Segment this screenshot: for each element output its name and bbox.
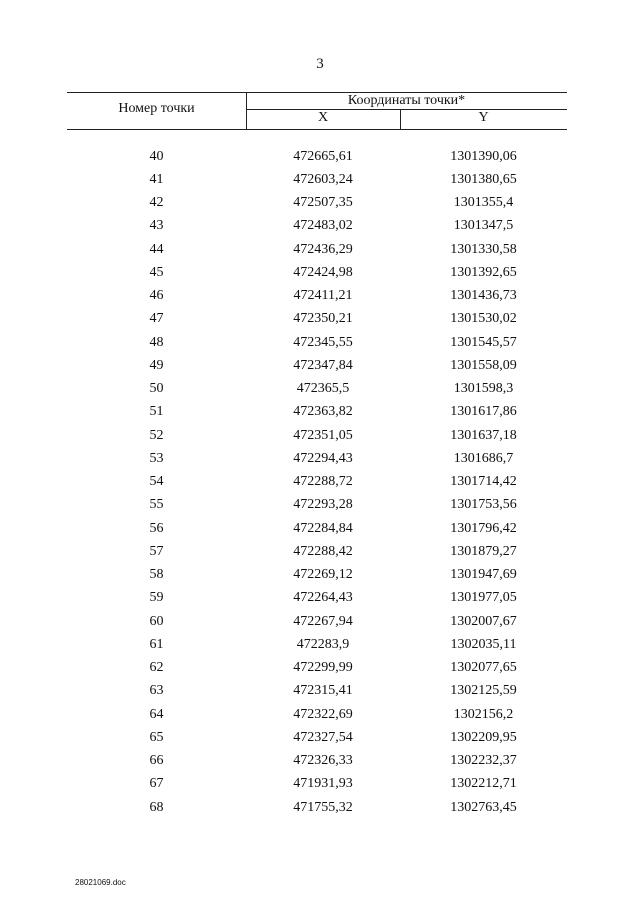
x-coordinate-cell: 472267,94 <box>293 613 353 629</box>
table-row <box>67 796 567 819</box>
table-row <box>67 285 567 308</box>
table-row <box>67 633 567 656</box>
table-row <box>67 261 567 284</box>
table-row <box>67 215 567 238</box>
x-coordinate-cell: 472665,61 <box>293 148 353 164</box>
table-row <box>67 773 567 796</box>
point-number-cell: 56 <box>149 520 164 536</box>
point-number-cell: 63 <box>149 683 164 699</box>
table-row <box>67 168 567 191</box>
point-number-cell: 59 <box>149 590 164 606</box>
y-coordinate-cell: 1301947,69 <box>450 567 517 583</box>
point-number-cell: 68 <box>149 799 164 815</box>
x-coordinate-cell: 472288,72 <box>293 474 353 490</box>
x-coordinate-cell: 471755,32 <box>293 799 353 815</box>
y-coordinate-cell: 1302232,37 <box>450 753 517 769</box>
x-coordinate-cell: 472603,24 <box>293 171 353 187</box>
point-number-cell: 64 <box>149 706 164 722</box>
y-coordinate-cell: 1301436,73 <box>450 288 517 304</box>
y-coordinate-cell: 1301796,42 <box>450 520 517 536</box>
table-row <box>67 494 567 517</box>
y-coordinate-cell: 1301355,4 <box>453 195 514 211</box>
x-coordinate-cell: 472365,5 <box>296 381 350 397</box>
point-number-cell: 53 <box>149 450 164 466</box>
file-name-footer: 28021069.doc <box>75 878 126 887</box>
x-coordinate-cell: 472483,02 <box>293 218 353 234</box>
point-number-cell: 47 <box>149 311 164 327</box>
x-coordinate-cell: 472424,98 <box>293 264 353 280</box>
y-coordinate-cell: 1301347,5 <box>453 218 514 234</box>
x-coordinate-cell: 472345,55 <box>293 334 353 350</box>
point-number-cell: 44 <box>149 241 164 257</box>
point-number-cell: 54 <box>149 474 164 490</box>
point-number-cell: 55 <box>149 497 164 513</box>
y-coordinate-cell: 1302212,71 <box>450 776 517 792</box>
y-column-header: Y <box>478 110 489 125</box>
y-coordinate-cell: 1302156,2 <box>453 706 514 722</box>
table-header <box>67 92 567 130</box>
x-coordinate-cell: 472326,33 <box>293 753 353 769</box>
x-column-header: X <box>317 110 329 125</box>
table-row <box>67 331 567 354</box>
y-coordinate-cell: 1301545,57 <box>450 334 517 350</box>
y-coordinate-cell: 1301879,27 <box>450 543 517 559</box>
y-coordinate-cell: 1301380,65 <box>450 171 517 187</box>
table-row <box>67 238 567 261</box>
y-coordinate-cell: 1301390,06 <box>450 148 517 164</box>
x-coordinate-cell: 472507,35 <box>293 195 353 211</box>
y-coordinate-cell: 1301330,58 <box>450 241 517 257</box>
table-row <box>67 750 567 773</box>
y-coordinate-cell: 1301753,56 <box>450 497 517 513</box>
point-number-cell: 60 <box>149 613 164 629</box>
table-row <box>67 192 567 215</box>
table-row <box>67 447 567 470</box>
point-number-cell: 45 <box>149 264 164 280</box>
table-row <box>67 424 567 447</box>
point-number-cell: 40 <box>149 148 164 164</box>
table-row <box>67 703 567 726</box>
x-coordinate-cell: 472283,9 <box>296 636 350 652</box>
y-coordinate-cell: 1302763,45 <box>450 799 517 815</box>
table-row <box>67 564 567 587</box>
point-number-cell: 50 <box>149 381 164 397</box>
point-number-cell: 52 <box>149 427 164 443</box>
point-number-cell: 66 <box>149 753 164 769</box>
point-number-cell: 43 <box>149 218 164 234</box>
y-coordinate-cell: 1301392,65 <box>450 264 517 280</box>
point-number-cell: 67 <box>149 776 164 792</box>
point-number-cell: 58 <box>149 567 164 583</box>
y-coordinate-cell: 1301637,18 <box>450 427 517 443</box>
point-number-cell: 48 <box>149 334 164 350</box>
x-coordinate-cell: 472264,43 <box>293 590 353 606</box>
table-row <box>67 726 567 749</box>
table-row <box>67 587 567 610</box>
coordinates-header: Координаты точки* <box>347 93 466 108</box>
x-coordinate-cell: 472269,12 <box>293 567 353 583</box>
x-coordinate-cell: 472436,29 <box>293 241 353 257</box>
table-row <box>67 145 567 168</box>
x-coordinate-cell: 472347,84 <box>293 357 353 373</box>
table-row <box>67 517 567 540</box>
x-coordinate-cell: 472299,99 <box>293 660 353 676</box>
point-number-cell: 42 <box>149 195 164 211</box>
x-coordinate-cell: 472327,54 <box>293 729 353 745</box>
x-coordinate-cell: 471931,93 <box>293 776 353 792</box>
y-coordinate-cell: 1302125,59 <box>450 683 517 699</box>
y-coordinate-cell: 1301530,02 <box>450 311 517 327</box>
y-coordinate-cell: 1301617,86 <box>450 404 517 420</box>
table-row <box>67 680 567 703</box>
table-row <box>67 471 567 494</box>
y-coordinate-cell: 1301714,42 <box>450 474 517 490</box>
table-row <box>67 378 567 401</box>
y-coordinate-cell: 1302209,95 <box>450 729 517 745</box>
table-row <box>67 401 567 424</box>
x-coordinate-cell: 472293,28 <box>293 497 353 513</box>
point-number-cell: 49 <box>149 357 164 373</box>
point-number-cell: 65 <box>149 729 164 745</box>
y-coordinate-cell: 1302035,11 <box>450 636 517 652</box>
point-number-cell: 61 <box>149 636 164 652</box>
x-coordinate-cell: 472294,43 <box>293 450 353 466</box>
y-coordinate-cell: 1302007,67 <box>450 613 517 629</box>
y-coordinate-cell: 1301686,7 <box>453 450 514 466</box>
x-coordinate-cell: 472315,41 <box>293 683 353 699</box>
x-coordinate-cell: 472351,05 <box>293 427 353 443</box>
table-row <box>67 657 567 680</box>
x-coordinate-cell: 472350,21 <box>293 311 353 327</box>
page-number: 3 <box>316 56 324 72</box>
y-coordinate-cell: 1301558,09 <box>450 357 517 373</box>
y-coordinate-cell: 1301977,05 <box>450 590 517 606</box>
point-number-header: Номер точки <box>118 101 195 116</box>
y-coordinate-cell: 1301598,3 <box>453 381 514 397</box>
x-coordinate-cell: 472411,21 <box>293 288 353 304</box>
table-row <box>67 308 567 331</box>
x-coordinate-cell: 472284,84 <box>293 520 353 536</box>
x-coordinate-cell: 472363,82 <box>293 404 353 420</box>
point-number-cell: 46 <box>149 288 164 304</box>
point-number-cell: 41 <box>149 171 164 187</box>
x-coordinate-cell: 472322,69 <box>293 706 353 722</box>
point-number-cell: 62 <box>149 660 164 676</box>
point-number-cell: 57 <box>149 543 164 559</box>
point-number-cell: 51 <box>149 404 164 420</box>
table-row <box>67 354 567 377</box>
header-bottom-rule <box>67 129 567 130</box>
y-coordinate-cell: 1302077,65 <box>450 660 517 676</box>
table-body <box>67 145 567 819</box>
x-coordinate-cell: 472288,42 <box>293 543 353 559</box>
table-row <box>67 540 567 563</box>
table-row <box>67 610 567 633</box>
